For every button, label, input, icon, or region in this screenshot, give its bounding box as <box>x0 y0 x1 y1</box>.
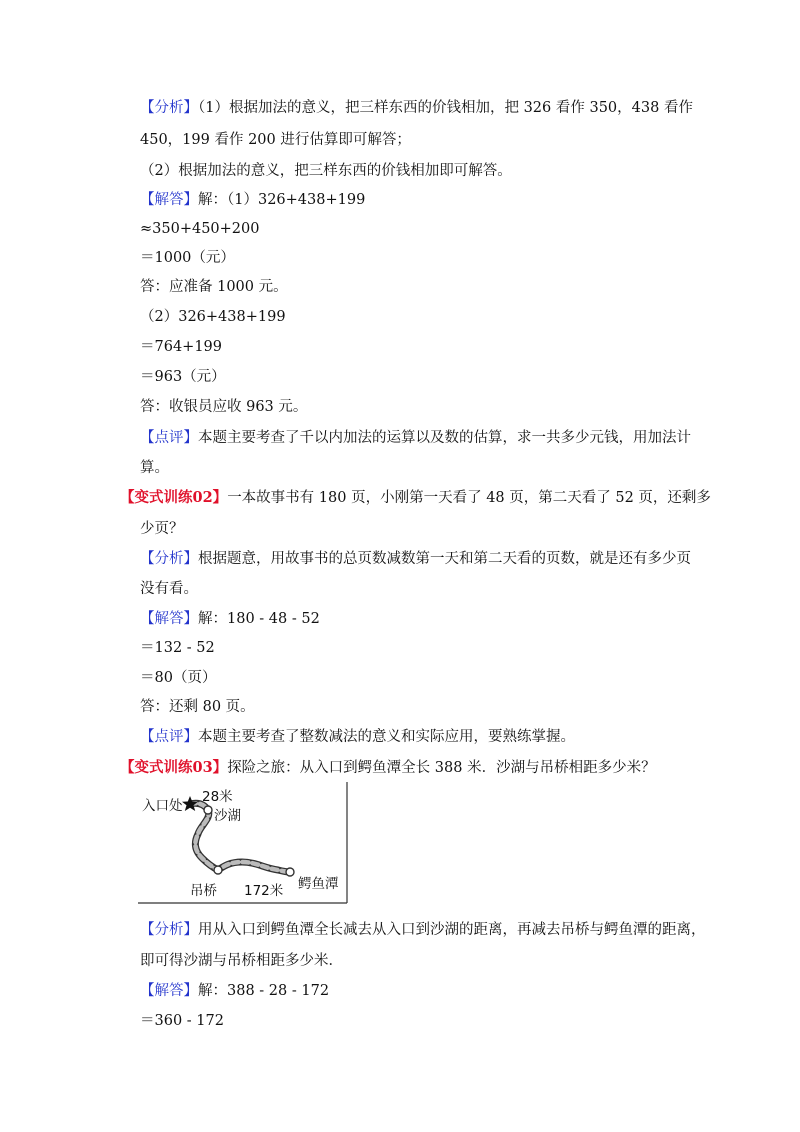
variant-03-tag: 【变式训练03】 <box>120 759 228 776</box>
comment-line <box>140 727 575 747</box>
sand-lake-node <box>204 806 212 814</box>
route-diagram <box>138 782 348 904</box>
solution-line: 答：应准备 1000 元。 <box>140 279 288 295</box>
question-line: 少页？ <box>140 521 184 537</box>
solution-line <box>140 609 320 629</box>
solution-text: 解：（1）326+438+199 <box>198 192 366 208</box>
analysis-line: 450，199 看作 200 进行估算即可解答； <box>140 132 411 148</box>
distance-label: 28米 <box>202 789 233 805</box>
comment-text: 本题主要考查了千以内加法的运算以及数的估算，求一共多少元钱，用加法计 <box>198 430 691 446</box>
solution-text: 解：388 - 28 - 172 <box>198 983 330 999</box>
entrance-label: 入口处 <box>142 798 183 814</box>
question-text: 一本故事书有 180 页，小刚第一天看了 48 页，第二天看了 52 页，还剩多 <box>227 490 711 506</box>
solution-line: ＝132 - 52 <box>140 640 215 656</box>
star-icon <box>182 796 198 811</box>
question-text: 探险之旅：从入口到鳄鱼潭全长 388 米．沙湖与吊桥相距多少米？ <box>227 760 656 776</box>
solution-line: 答：收银员应收 963 元。 <box>140 399 308 415</box>
comment-line: 算。 <box>140 460 169 476</box>
question-line <box>120 758 656 778</box>
analysis-line <box>140 549 691 569</box>
solution-tag: 【解答】 <box>140 611 198 627</box>
solution-text: 解：180 - 48 - 52 <box>198 611 320 627</box>
sand-lake-label: 沙湖 <box>214 808 241 824</box>
solution-line: ＝963（元） <box>140 369 226 385</box>
comment-text: 本题主要考查了整数减法的意义和实际应用，要熟练掌握。 <box>198 729 575 745</box>
analysis-text: （1）根据加法的意义，把三样东西的价钱相加，把 326 看作 350，438 看作 <box>198 100 693 116</box>
solution-line: 答：还剩 80 页。 <box>140 699 255 715</box>
comment-tag: 【点评】 <box>140 430 198 446</box>
solution-line: （2）326+438+199 <box>140 309 286 325</box>
croc-pool-label: 鳄鱼潭 <box>298 876 339 892</box>
bridge-label: 吊桥 <box>190 883 217 899</box>
variant-02-tag: 【变式训练02】 <box>120 489 228 506</box>
solution-line: ＝1000（元） <box>140 250 235 266</box>
croc-pool-node <box>286 868 294 876</box>
analysis-text: 用从入口到鳄鱼潭全长减去从入口到沙湖的距离，再减去吊桥与鳄鱼潭的距离， <box>198 922 706 938</box>
distance-label: 172米 <box>244 883 284 899</box>
analysis-line <box>140 98 693 118</box>
analysis-line <box>140 920 706 940</box>
analysis-line: 没有看。 <box>140 581 198 597</box>
analysis-line: 即可得沙湖与吊桥相距多少米． <box>140 953 343 969</box>
question-line <box>120 488 711 508</box>
solution-line: ＝80（页） <box>140 670 217 686</box>
analysis-tag: 【分析】 <box>140 100 198 116</box>
solution-line: ＝360 - 172 <box>140 1013 224 1029</box>
comment-tag: 【点评】 <box>140 729 198 745</box>
solution-tag: 【解答】 <box>140 192 198 208</box>
analysis-line: （2）根据加法的意义，把三样东西的价钱相加即可解答。 <box>140 163 512 179</box>
solution-line <box>140 981 329 1001</box>
solution-tag: 【解答】 <box>140 983 198 999</box>
solution-line: ≈350+450+200 <box>140 221 260 237</box>
analysis-text: 根据题意，用故事书的总页数减数第一天和第二天看的页数，就是还有多少页 <box>198 551 691 567</box>
analysis-tag: 【分析】 <box>140 922 198 938</box>
solution-line: ＝764+199 <box>140 339 223 355</box>
solution-line <box>140 190 365 210</box>
bridge-node <box>214 866 222 874</box>
comment-line <box>140 428 691 448</box>
analysis-tag: 【分析】 <box>140 551 198 567</box>
